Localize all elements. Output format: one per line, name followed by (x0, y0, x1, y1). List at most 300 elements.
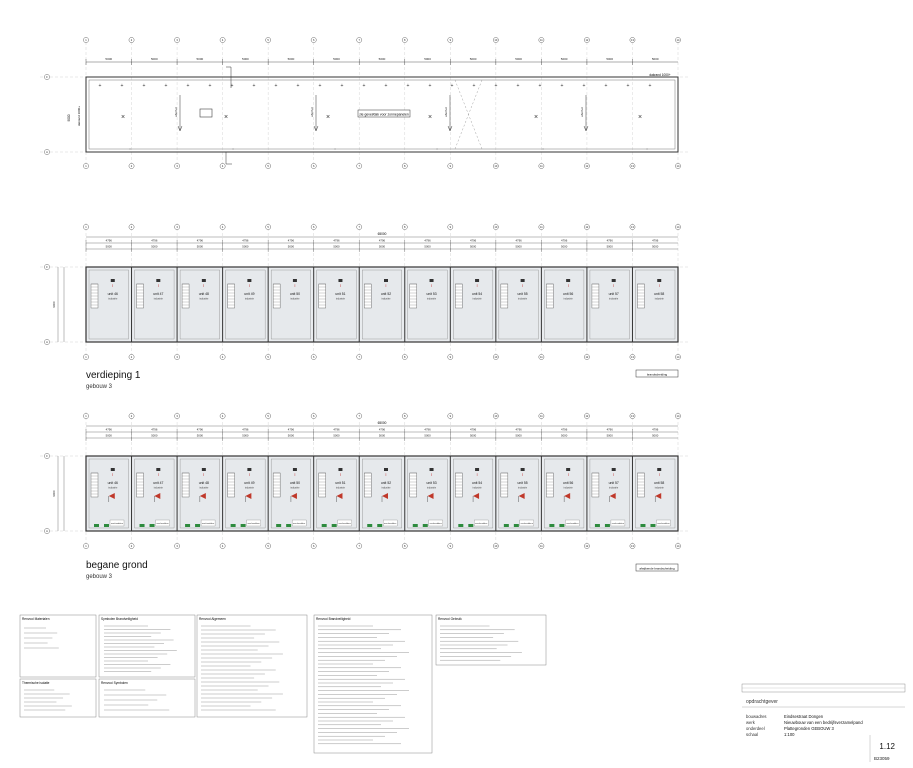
door-label: overheaddeur (156, 522, 169, 525)
unit-sub-label: industrie (108, 297, 118, 301)
grid-bubble-label: 1 (85, 545, 87, 549)
dimension-label: 4796 (105, 238, 112, 243)
grid-bubble-label: 13 (631, 545, 634, 549)
unit-label: unit 55 (517, 292, 528, 296)
fire-symbol-text: ꟾ (567, 473, 569, 477)
grid-bubble-label: 13 (631, 415, 634, 419)
unit-sub-label: industrie (427, 297, 437, 301)
dimension-label: 4796 (333, 427, 340, 432)
dimension-label: 5000 (469, 433, 477, 438)
dimension-label: 5000 (424, 244, 431, 249)
grid-bubble-label: 9 (449, 39, 452, 43)
grid-bubble-label: 2 (130, 165, 133, 169)
gutter-mark: ○ (436, 147, 438, 151)
grid-bubble-label: 9 (449, 226, 452, 230)
grid-bubble-label: 6 (312, 356, 315, 360)
dimension-label: 4796 (196, 238, 203, 243)
roof-plus-mark: + (560, 83, 564, 89)
fire-symbol-text: ꟾ (522, 473, 524, 477)
fire-symbol (384, 279, 388, 282)
client-label: opdrachtgever (746, 699, 778, 705)
unit-label: unit 47 (153, 481, 164, 485)
dimension-label: 5000 (378, 57, 386, 61)
grid-bubble-label: 1 (85, 226, 87, 230)
fire-symbol (338, 279, 342, 282)
sheet-number: 1.12 (879, 742, 895, 751)
dimension-label: 5000 (242, 433, 249, 438)
unit-bay (89, 270, 129, 339)
fire-symbol (657, 468, 661, 471)
unit-label: unit 46 (107, 292, 118, 296)
dimension-label: 4796 (378, 427, 386, 432)
grid-bubble-label: 7 (358, 226, 360, 230)
unit-bay (223, 456, 266, 531)
dimension-label: 5000 (333, 57, 340, 61)
unit-sub-label: industrie (108, 486, 118, 490)
title-block-value: Nieuwbouw van een bedrijfsverzamelpand (784, 720, 863, 725)
grid-bubble-label: 4 (221, 165, 224, 169)
dimension-label: 4796 (469, 427, 477, 432)
grid-bubble-label: 11 (540, 415, 543, 419)
dimension-label: 5000 (105, 57, 113, 61)
grid-bubble-label: A (46, 341, 48, 345)
grid-bubble-label: 6 (312, 39, 315, 43)
unit-label: unit 53 (426, 481, 437, 485)
fire-symbol (156, 468, 160, 471)
dimension-label: 4796 (652, 238, 659, 243)
grid-bubble-label: 12 (585, 356, 589, 360)
ground-overall-dim: 65000 (377, 421, 387, 425)
dimension-label: 4796 (424, 427, 431, 432)
unit-bay (177, 456, 220, 531)
unit-sub-label: industrie (609, 297, 619, 301)
roof-side-dim: 9000 (67, 114, 71, 122)
dimension-label: 4796 (196, 427, 203, 432)
dimension-label: 5000 (469, 57, 477, 61)
fire-symbol (475, 279, 479, 282)
fire-symbol-text: ꟾ (385, 284, 387, 288)
exit-sign (595, 524, 600, 527)
unit-bay (268, 456, 311, 531)
door-label: overheaddeur (338, 522, 351, 525)
fire-symbol-text: ꟾ (431, 473, 432, 477)
grid-bubble-label: 11 (540, 545, 543, 549)
gutter-mark: ○ (542, 147, 544, 151)
grid-bubble-label: F (46, 455, 48, 459)
dimension-label: 4796 (561, 238, 568, 243)
unit-bay (496, 267, 539, 342)
grid-bubble-label: 13 (631, 39, 634, 43)
unit-label: unit 52 (380, 481, 392, 485)
grid-bubble-label: 7 (358, 545, 360, 549)
fire-symbol (202, 468, 206, 471)
unit-sub-label: industrie (290, 486, 300, 490)
unit-sub-label: industrie (654, 486, 664, 490)
roof-plus-mark: + (208, 83, 212, 89)
grid-bubble-label: 5 (267, 165, 269, 169)
grid-bubble-label: 12 (585, 415, 589, 419)
roof-plus-mark: + (472, 83, 476, 89)
door-label: overheaddeur (247, 522, 260, 525)
exit-sign (231, 524, 236, 527)
fire-symbol-text: ꟾ (476, 473, 478, 477)
title-block-value: 1:100 (784, 732, 795, 737)
dimension-label: 5000 (333, 433, 340, 438)
grid-bubble-label: 6 (312, 226, 315, 230)
dimension-label: 5000 (242, 244, 249, 249)
grid-bubble-label: 14 (676, 356, 680, 360)
grid-bubble-label: 5 (267, 545, 269, 549)
unit-label: unit 54 (471, 292, 483, 296)
exit-sign (185, 524, 190, 527)
unit-label: unit 51 (335, 292, 346, 296)
exit-sign (140, 524, 145, 527)
dimension-label: 4796 (515, 427, 522, 432)
grid-bubble-label: 7 (358, 165, 360, 169)
roof-plus-mark: + (428, 83, 432, 89)
dimension-label: 5000 (561, 433, 568, 438)
dimension-label: 5000 (378, 433, 386, 438)
grid-bubble-label: 9 (449, 356, 452, 360)
unit-label: unit 57 (608, 481, 619, 485)
exit-sign (468, 524, 473, 527)
fire-symbol (247, 279, 251, 282)
unit-label: unit 49 (244, 292, 255, 296)
grid-bubble-label: 8 (404, 415, 406, 419)
grid-bubble-label: 2 (130, 226, 133, 230)
grid-bubble-label: 10 (494, 415, 498, 419)
gutter-mark: ○ (334, 147, 336, 151)
grid-bubble-label: 6 (312, 545, 315, 549)
door-label: overheaddeur (611, 522, 625, 525)
exit-sign (276, 524, 281, 527)
dimension-label: 4796 (151, 427, 158, 432)
dimension-label: 5000 (606, 433, 613, 438)
grid-bubble-label: F (46, 266, 48, 270)
fire-symbol-text: ꟾ (340, 473, 341, 477)
fire-symbols-panel (99, 615, 195, 677)
grid-bubble-label: 5 (267, 39, 269, 43)
unit-sub-label: industrie (199, 297, 209, 301)
fire-symbol (475, 468, 479, 471)
roof-plus-mark: + (186, 83, 190, 89)
grid-bubble-label: 4 (221, 39, 224, 43)
dimension-label: 5000 (333, 244, 340, 249)
grid-bubble-label: 10 (494, 165, 498, 169)
dimension-label: 4796 (333, 238, 340, 243)
unit-bay (632, 267, 675, 342)
unit-label: unit 57 (608, 292, 619, 296)
grid-bubble-label: 9 (449, 545, 452, 549)
fire-symbol (111, 279, 115, 282)
fire-symbol-text: ꟾ (157, 473, 159, 477)
door-label: overheaddeur (429, 522, 442, 525)
exit-sign (150, 524, 155, 527)
grid-bubble-label: 8 (404, 165, 406, 169)
grid-bubble-label: 4 (221, 226, 224, 230)
grid-bubble-label: 5 (267, 356, 269, 360)
unit-label: unit 49 (244, 481, 255, 485)
title-block-key: bouwadres (746, 714, 767, 719)
fire-notes-title: Renvooi Brandveiligheid (316, 617, 351, 621)
unit-bay (359, 456, 402, 531)
fire-symbols-title: Symbolen Brandveiligheid (101, 617, 138, 621)
title-block-key: onderdeel (746, 726, 765, 731)
dimension-label: 4796 (242, 427, 249, 432)
grid-bubble-label: 8 (404, 545, 406, 549)
grid-bubble-label: 12 (585, 39, 589, 43)
exit-sign (195, 524, 200, 527)
grid-bubble-label: 12 (585, 226, 589, 230)
fire-symbol (293, 279, 297, 282)
unit-sub-label: industrie (563, 486, 573, 490)
fire-symbol (521, 468, 525, 471)
symbols-title: Renvooi Symbolen (101, 681, 128, 685)
ground-legend-note: afwijkende brandscheiding (639, 566, 675, 571)
fire-symbol-text: ꟾ (248, 284, 250, 288)
unit-label: unit 46 (107, 481, 118, 485)
grid-bubble-label: 14 (676, 165, 680, 169)
roof-plus-mark: + (494, 83, 498, 89)
unit-bay (541, 267, 584, 342)
grid-bubble-label: 6 (312, 415, 315, 419)
roof-plus-mark: + (604, 83, 608, 89)
grid-bubble-label: 14 (676, 39, 680, 43)
unit-label: unit 47 (153, 292, 164, 296)
fire-symbol-text: ꟾ (203, 473, 205, 477)
exit-sign (104, 524, 109, 527)
dimension-label: 5000 (515, 244, 522, 249)
materials-title: Renvooi Materialen (22, 617, 50, 621)
fire-symbol-text: ꟾ (613, 284, 615, 288)
grid-bubble-label: 3 (176, 415, 178, 419)
door-label: overheaddeur (520, 522, 534, 525)
roof-plus-mark: + (318, 83, 322, 89)
grid-bubble-label: 13 (631, 356, 634, 360)
fire-symbol-text: ꟾ (658, 473, 660, 477)
title-block-key: schaal (746, 732, 759, 737)
slope-label: afschot (174, 107, 178, 117)
floor1-units (89, 267, 675, 342)
roof-edge-label: dakrand 1000+ (649, 73, 671, 77)
fire-symbol-text: ꟾ (294, 284, 296, 288)
exit-sign (241, 524, 246, 527)
grid-bubble-label: 1 (85, 165, 87, 169)
roof-plus-mark: + (142, 83, 146, 89)
dimension-label: 4796 (287, 238, 295, 243)
door-label: overheaddeur (657, 522, 670, 525)
gutter-mark: ○ (646, 147, 648, 151)
fire-symbol (202, 279, 206, 282)
unit-sub-label: industrie (199, 486, 209, 490)
unit-bay (496, 456, 539, 531)
unit-bay (405, 456, 448, 531)
unit-bay (450, 456, 493, 531)
grid-bubble-label: 3 (176, 545, 178, 549)
roof-plus-mark: + (582, 83, 586, 89)
dimension-label: 4796 (424, 238, 431, 243)
thermal-title: Thermische isolatie (22, 681, 50, 685)
fire-symbol (566, 468, 570, 471)
unit-sub-label: industrie (381, 297, 391, 301)
dimension-label: 5000 (196, 433, 203, 438)
grid-bubble-label: 8 (404, 226, 406, 230)
slope-label: afschot (580, 107, 584, 117)
title-block-value: Plattegronden GEBOUW 3 (784, 726, 834, 731)
grid-bubble-label: A (46, 530, 48, 534)
roof-side-label: dakrand 1000+ (77, 105, 81, 127)
dimension-label: 5000 (287, 433, 295, 438)
unit-bay (223, 267, 266, 342)
drain-mark: × (637, 114, 643, 121)
unit-bay (405, 267, 448, 342)
grid-bubble-label: 8 (404, 356, 406, 360)
unit-label: unit 50 (289, 292, 301, 296)
title-block-key: werk (746, 720, 755, 725)
exit-sign (549, 524, 554, 527)
unit-sub-label: industrie (290, 297, 300, 301)
fire-symbol (111, 468, 115, 471)
grid-bubble-label: 3 (176, 356, 178, 360)
roof-plus-mark: + (230, 83, 234, 89)
fire-symbol-text: ꟾ (567, 284, 569, 288)
grid-bubble-label: A (46, 151, 48, 155)
roof-plus-mark: + (406, 83, 410, 89)
project-number: B23059 (874, 756, 890, 761)
grid-bubble-label: 14 (676, 545, 680, 549)
dimension-label: 5000 (287, 244, 295, 249)
grid-bubble-label: 7 (358, 356, 360, 360)
grid-bubble-label: F (46, 76, 48, 80)
floor1-subtitle: gebouw 3 (86, 384, 113, 390)
unit-sub-label: industrie (427, 486, 437, 490)
fire-symbol-text: ꟾ (248, 473, 250, 477)
unit-bay (314, 456, 357, 531)
dimension-label: 5000 (151, 244, 158, 249)
grid-bubble-label: 2 (130, 39, 133, 43)
unit-bay (632, 456, 675, 531)
grid-bubble-label: 1 (85, 356, 87, 360)
door-label: overheaddeur (292, 522, 306, 525)
grid-bubble-label: 12 (585, 545, 589, 549)
fire-symbol-text: ꟾ (112, 284, 114, 288)
exit-sign (423, 524, 428, 527)
door-label: overheaddeur (201, 522, 215, 525)
grid-bubble-label: 4 (221, 545, 224, 549)
unit-sub-label: industrie (654, 297, 664, 301)
unit-label: unit 56 (563, 292, 574, 296)
dimension-label: 4796 (606, 427, 613, 432)
unit-bay (314, 267, 357, 342)
grid-bubble-label: 7 (358, 415, 360, 419)
unit-label: unit 56 (563, 481, 574, 485)
grid-bubble-label: 10 (494, 39, 498, 43)
unit-label: unit 58 (654, 481, 665, 485)
unit-label: unit 53 (426, 292, 437, 296)
unit-label: unit 48 (198, 292, 209, 296)
unit-bay (450, 267, 493, 342)
title-block-value: Eindsestraat Dongen (784, 714, 824, 719)
unit-bay (177, 267, 220, 342)
unit-label: unit 58 (654, 292, 665, 296)
fire-symbol-text: ꟾ (203, 284, 205, 288)
roof-plus-mark: + (626, 83, 630, 89)
grid-bubble-label: 4 (221, 415, 224, 419)
fire-symbol-text: ꟾ (340, 284, 341, 288)
exit-sign (332, 524, 337, 527)
dimension-label: 5000 (196, 57, 204, 61)
grid-bubble-label: 13 (631, 165, 634, 169)
grid-bubble-label: 10 (494, 356, 498, 360)
unit-sub-label: industrie (381, 486, 391, 490)
slope-label: afschot (444, 107, 448, 117)
roof-plus-mark: + (296, 83, 300, 89)
roof-plus-mark: + (164, 83, 168, 89)
fire-symbol-text: ꟾ (385, 473, 387, 477)
grid-bubble-label: 5 (267, 415, 269, 419)
unit-bay (541, 456, 584, 531)
dimension-label: 5000 (561, 244, 568, 249)
unit-bay (268, 267, 311, 342)
drain-mark: × (533, 114, 539, 121)
door-label: overheaddeur (475, 522, 488, 525)
fire-symbol (384, 468, 388, 471)
grid-bubble-label: 11 (540, 39, 543, 43)
grid-bubble-label: 9 (449, 165, 452, 169)
ground-title: begane grond (86, 560, 148, 571)
grid-bubble-label: 12 (585, 165, 589, 169)
exit-sign (559, 524, 564, 527)
dimension-label: 5000 (105, 433, 112, 438)
ground-subtitle: gebouw 3 (86, 574, 113, 580)
unit-sub-label: industrie (335, 297, 345, 301)
fire-symbol-text: ꟾ (613, 473, 615, 477)
dimension-label: 5000 (424, 57, 431, 61)
unit-label: unit 51 (335, 481, 346, 485)
ground-units (89, 456, 675, 531)
unit-sub-label: industrie (472, 297, 482, 301)
unit-sub-label: industrie (609, 486, 619, 490)
unit-sub-label: industrie (244, 297, 254, 301)
dimension-label: 5000 (287, 57, 295, 61)
fire-symbol (156, 279, 160, 282)
roof-plus-mark: + (120, 83, 124, 89)
dimension-label: 5000 (606, 57, 614, 61)
dimension-label: 4796 (606, 238, 613, 243)
fire-symbol-text: ꟾ (476, 284, 478, 288)
use-panel (436, 615, 546, 665)
dimension-label: 5000 (150, 57, 158, 61)
unit-sub-label: industrie (518, 486, 528, 490)
roof-plus-mark: + (450, 83, 454, 89)
drain-mark: × (223, 114, 229, 121)
dimension-label: 9000 (52, 490, 56, 497)
fire-symbol (338, 468, 342, 471)
grid-bubble-label: 6 (312, 165, 315, 169)
grid-bubble-label: 10 (494, 545, 498, 549)
grid-bubble-label: 2 (130, 356, 133, 360)
dimension-label: 4796 (242, 238, 249, 243)
unit-bay (132, 267, 175, 342)
floor1-overall-dim: 65000 (377, 232, 387, 236)
fire-symbol-text: ꟾ (294, 473, 296, 477)
unit-bay (587, 267, 630, 342)
dimension-label: 4796 (105, 427, 112, 432)
fire-symbol (247, 468, 251, 471)
exit-sign (413, 524, 418, 527)
dimension-label: 5000 (652, 244, 659, 249)
grid-bubble-label: 11 (540, 226, 543, 230)
